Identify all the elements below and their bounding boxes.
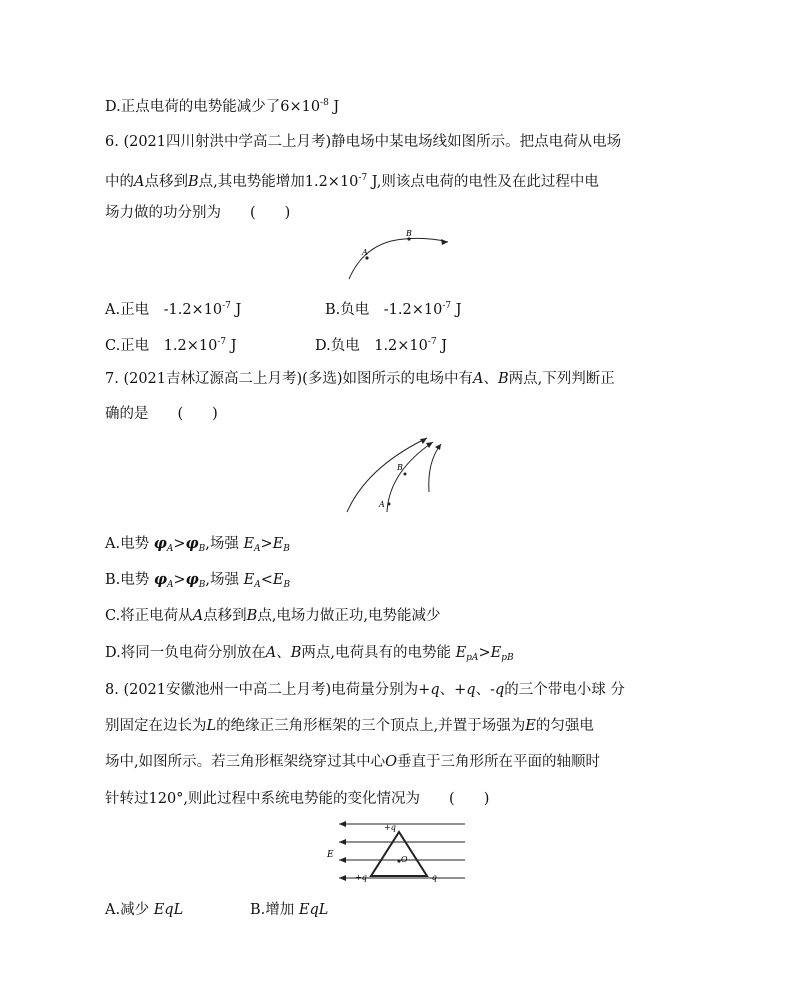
e-symbol: E — [490, 645, 502, 661]
unit: J — [328, 99, 340, 115]
charge-q: q — [466, 682, 476, 698]
label-field-e: E — [327, 850, 334, 860]
q8-text: 8. (2021安徽池州一中高二上月考)电荷量分别为+ — [105, 682, 431, 698]
field-line — [349, 238, 448, 279]
option-text: B.负电 -1.2×10 — [325, 302, 443, 318]
q6-text: 点,其电势能增加1.2×10 — [198, 174, 359, 190]
exponent: -8 — [320, 98, 329, 108]
q8-text: 别固定在边长为 — [105, 718, 207, 734]
point-b: B — [290, 645, 302, 661]
field-line-right — [429, 444, 441, 492]
point-b: B — [187, 174, 199, 190]
relation: > — [478, 645, 491, 661]
q8-text: 的匀强电 — [535, 718, 594, 734]
q7-option-c — [105, 606, 441, 626]
option-text: B.电势 — [105, 572, 154, 588]
field-line-left — [347, 438, 427, 512]
q6-line2 — [105, 168, 599, 192]
q8-line4 — [105, 789, 489, 809]
label-a: A — [362, 248, 368, 257]
q6-line3 — [105, 203, 290, 223]
q6-field-line-figure — [340, 229, 450, 282]
q8-line2 — [105, 716, 594, 736]
q7-field-lines-figure — [345, 432, 445, 514]
phi-symbol: φ — [185, 571, 199, 588]
q8-text: 针转过120°,则此过程中系统电势能的变化情况为 ( ) — [105, 791, 490, 807]
point-a: A — [472, 371, 484, 387]
e-symbol: E — [455, 645, 467, 661]
q8-text: 、+ — [439, 682, 467, 698]
e-symbol: E — [272, 536, 284, 552]
q7-text: 7. (2021吉林辽源高二上月考)(多选)如图所示的电场中有 — [105, 371, 473, 387]
subscript: A — [254, 544, 261, 554]
option-d-prev — [105, 93, 339, 117]
option-text: A.减少 — [105, 902, 154, 918]
q6-text: 6. (2021四川射洪中学高二上月考)静电场中某电场线如图所示。把点电荷从电场 — [105, 134, 622, 150]
subscript: pB — [501, 653, 514, 663]
option-text: A.电势 — [105, 536, 154, 552]
option-text: D.将同一负电荷分别放在 — [105, 645, 266, 661]
q7-option-a — [105, 534, 290, 559]
q6-text: 场力做的功分别为 ( ) — [105, 205, 291, 221]
relation: > — [173, 536, 186, 552]
charge-q: q — [494, 682, 505, 698]
option-value: EqL — [153, 902, 184, 918]
q6-text: J,则该点电荷的电性及在此过程中电 — [367, 174, 599, 190]
point-a: A — [265, 645, 277, 661]
unit: J — [226, 338, 237, 354]
subscript: B — [198, 544, 206, 554]
point-b: B — [246, 608, 258, 624]
arrow-head-icon — [441, 239, 448, 245]
relation: < — [260, 572, 273, 588]
phi-symbol: φ — [153, 571, 167, 588]
unit: J — [436, 338, 448, 354]
subscript: B — [283, 580, 291, 590]
arrow-head-icons — [339, 821, 346, 881]
option-text: C.正电 1.2×10 — [105, 338, 218, 354]
option-text: D.负电 1.2×10 — [315, 338, 428, 354]
option-text: B.增加 — [250, 902, 299, 918]
label-b: B — [406, 229, 412, 238]
q6-option-a — [105, 296, 241, 320]
subscript: A — [166, 544, 174, 554]
subscript: A — [167, 580, 174, 590]
field-lines — [339, 824, 465, 878]
q8-text: 的三个带电小球 分 — [504, 682, 625, 698]
q7-option-b — [105, 570, 290, 595]
q8-line1 — [105, 680, 625, 700]
option-text: 两点,电荷具有的电势能 — [301, 645, 456, 661]
exponent: -7 — [217, 337, 227, 347]
unit: J — [451, 302, 462, 318]
q6-option-d — [315, 332, 447, 356]
q7-line2 — [105, 404, 218, 424]
point-a: A — [134, 174, 145, 190]
label-center-o: O — [401, 855, 408, 864]
q7-line1 — [105, 369, 615, 389]
label-a: A — [379, 500, 385, 509]
exponent: -7 — [427, 337, 437, 347]
subscript: A — [254, 580, 261, 590]
option-text: 、 — [276, 645, 291, 661]
option-text: ,场强 — [205, 572, 244, 588]
q8-option-b — [250, 900, 328, 920]
arrow-head-icon — [426, 442, 433, 448]
option-text: C.将正电荷从 — [105, 608, 193, 624]
label-top-charge: +q — [384, 823, 396, 832]
subscript: B — [283, 544, 290, 554]
relation: > — [260, 536, 273, 552]
q7-text: 确的是 ( ) — [105, 406, 218, 422]
unit: J — [230, 302, 242, 318]
q8-text: 、- — [475, 682, 495, 698]
phi-symbol: φ — [153, 535, 167, 552]
label-b: B — [397, 463, 403, 472]
phi-symbol: φ — [185, 535, 199, 552]
q8-text: 的绝缘正三角形框架的三个顶点上,并置于场强为 — [216, 718, 526, 734]
e-symbol: E — [243, 536, 255, 552]
option-text: ,场强 — [205, 536, 244, 552]
option-text: A.正电 -1.2×10 — [105, 302, 223, 318]
q7-option-d — [105, 643, 514, 668]
q6-line1 — [105, 132, 621, 152]
subscript: B — [198, 580, 206, 590]
subscript: pA — [466, 653, 479, 663]
q6-text: 中的 — [105, 174, 134, 190]
option-value: EqL — [298, 902, 329, 918]
charge-q: q — [430, 682, 440, 698]
e-symbol: E — [243, 572, 255, 588]
q8-text: 场中,如图所示。若三角形框架绕穿过其中心 — [105, 754, 386, 770]
point-a: A — [192, 608, 204, 624]
q6-option-b — [325, 296, 462, 320]
relation: > — [173, 572, 186, 588]
exponent: -7 — [442, 301, 452, 311]
length-l: L — [206, 718, 217, 734]
triangle-frame — [371, 832, 427, 876]
exponent: -7 — [222, 301, 231, 311]
q8-text: 垂直于三角形所在平面的轴顺时 — [397, 754, 600, 770]
q8-option-a — [105, 900, 183, 920]
point-a-dot — [388, 503, 391, 506]
label-left-charge: +q — [355, 873, 367, 882]
field-line-middle — [387, 442, 433, 512]
center-o: O — [385, 754, 397, 770]
field-e: E — [525, 718, 536, 734]
q6-option-c — [105, 332, 237, 356]
point-b: B — [497, 371, 509, 387]
option-text: D.正点电荷的电势能减少了6×10 — [105, 99, 321, 115]
q6-text: 点移到 — [144, 174, 188, 190]
q8-line3 — [105, 752, 600, 772]
q8-triangle-field-figure — [325, 818, 470, 886]
option-text: 点移到 — [203, 608, 247, 624]
e-symbol: E — [272, 572, 284, 588]
exponent: -7 — [358, 173, 368, 183]
label-right-charge: -q — [429, 873, 437, 882]
q7-text: 两点,下列判断正 — [508, 371, 615, 387]
option-text: 点,电场力做正功,电势能减少 — [257, 608, 441, 624]
point-b-dot — [404, 473, 407, 476]
q7-text: 、 — [483, 371, 498, 387]
